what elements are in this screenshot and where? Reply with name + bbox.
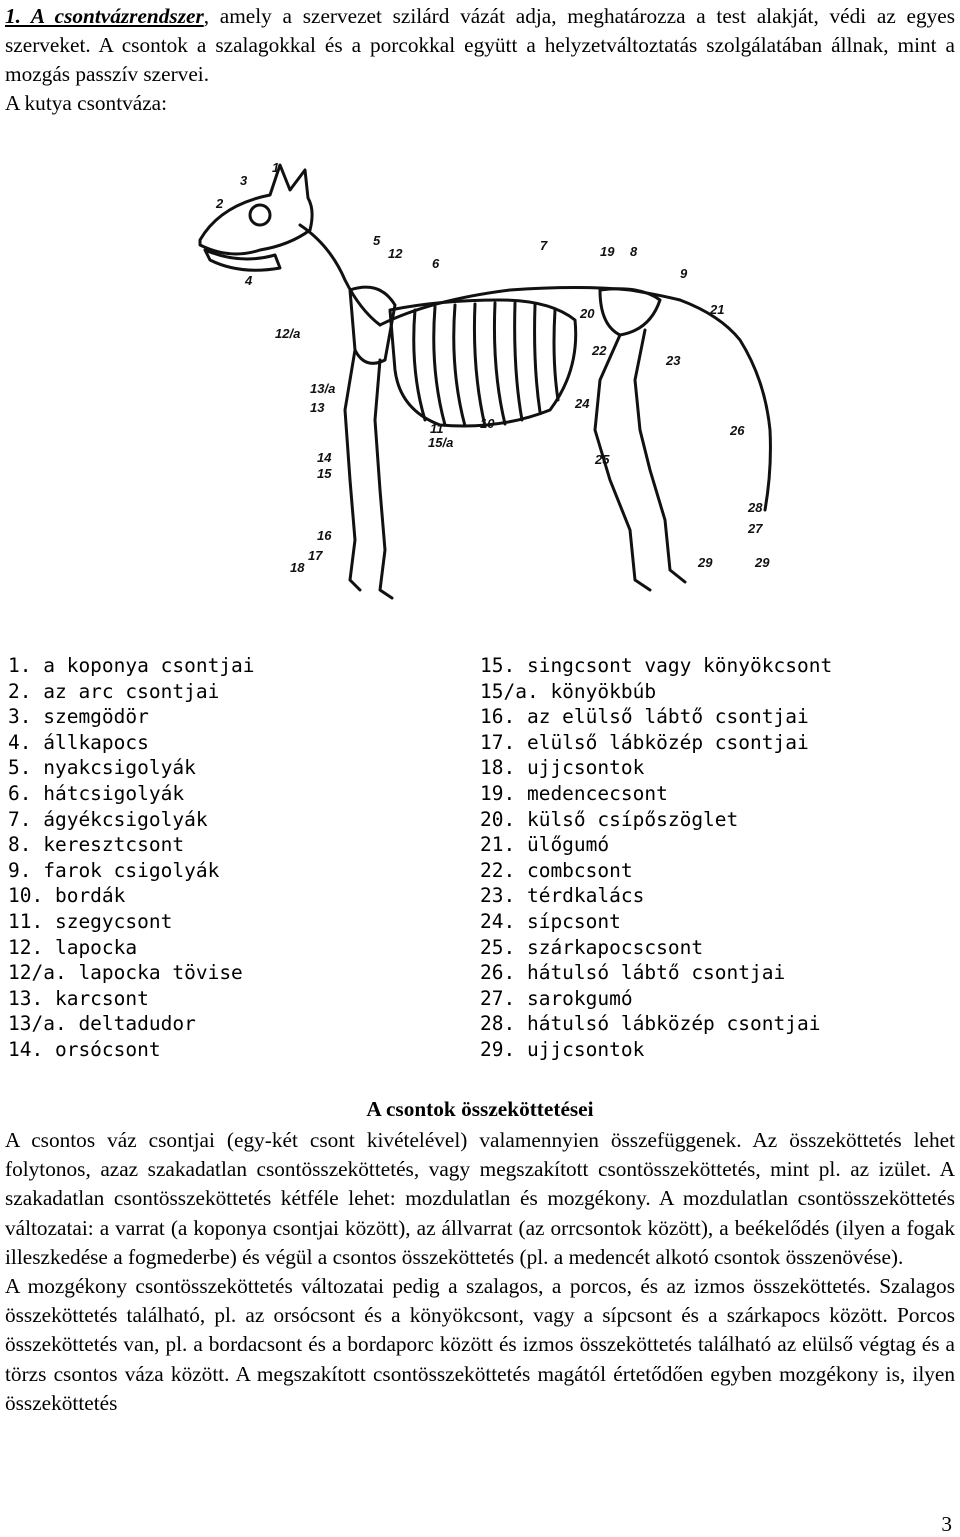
- figure-label: 25: [595, 452, 610, 467]
- figure-label: 2: [216, 196, 224, 211]
- figure-label: 27: [748, 521, 763, 536]
- figure-label: 6: [432, 256, 440, 271]
- figure-label: 19: [600, 244, 615, 259]
- figure-label: 12/a: [275, 326, 301, 341]
- figure-label: 11: [430, 421, 444, 436]
- figure-label: 1: [272, 160, 280, 175]
- figure-label: 12: [388, 246, 403, 261]
- legend-item: 27. sarokgumó: [480, 986, 633, 1010]
- figure-label: 29: [755, 555, 770, 570]
- bone-legend-left: [8, 653, 255, 1063]
- legend-item: 1. a koponya csontjai: [8, 654, 255, 677]
- legend-item: 12. lapocka: [8, 935, 138, 959]
- legend-item: 15/a. könyökbúb: [480, 679, 657, 703]
- legend-item: 19. medencecsont: [480, 781, 668, 805]
- legend-item: 5. nyakcsigolyák: [8, 756, 196, 780]
- legend-item: 8. keresztcsont: [8, 833, 185, 857]
- legend-item: 7. ágyékcsigolyák: [8, 807, 208, 831]
- figure-label: 26: [730, 423, 745, 438]
- body-paragraph: A csontos váz csontjai (egy-két csont kivételével) valamennyien összefüggenek. Az összeköttetés lehet folytonos, azaz szakadatlan csontösszeköttetés, vagy megszakított csontösszeköttetés, mint pl. az izület. A szakadatlan csontösszeköttetés kétféle lehet: mozdulatlan és mozgékony. A mozdulatlan csontösszeköttetés változatai: a varrat (a koponya csontjai között), az állvarrat (az orrcsontok között), a beékelődés (ilyen a fogak illeszkedése a fogmederbe) és végül a csontos összeköttetés (pl. a medencét alkotó csontok összenövése).: [5, 1128, 955, 1269]
- figure-label: 21: [710, 302, 725, 317]
- legend-item: 28. hátulsó lábközép csontjai: [480, 1012, 821, 1036]
- legend-item: 12/a. lapocka tövise: [8, 961, 243, 985]
- figure-label: 3: [240, 173, 248, 188]
- legend-item: 24. sípcsont: [480, 909, 621, 933]
- figure-caption: A kutya csontváza:: [5, 91, 168, 115]
- legend-item: 4. állkapocs: [8, 730, 149, 754]
- legend-item: 13/a. deltadudor: [8, 1012, 196, 1036]
- figure-label: 13/a: [310, 381, 336, 396]
- figure-label: 4: [245, 273, 253, 288]
- figure-label: 18: [290, 560, 305, 575]
- figure-label: 14: [317, 450, 332, 465]
- figure-label: 5: [373, 233, 381, 248]
- intro-text: , amely a szervezet szilárd vázát adja, meghatározza a test alakját, védi az egyes szerveket. A csontok a szalagokkal és a porcokkal együtt a helyzetváltoztatás szolgálatában állnak, mint a mozgás passzív szervei.: [5, 4, 955, 86]
- figure-label: 15: [317, 466, 332, 481]
- figure-label: 13: [310, 400, 325, 415]
- legend-item: 20. külső csípőszöglet: [480, 807, 739, 831]
- figure-label: 28: [748, 500, 763, 515]
- neck-vertebrae: [300, 225, 380, 325]
- figure-label: 15/a: [428, 435, 454, 450]
- legend-item: 21. ülőgumó: [480, 833, 610, 857]
- dog-skeleton-figure: [180, 150, 780, 620]
- tail: [680, 300, 770, 510]
- figure-label: 23: [666, 353, 681, 368]
- legend-item: 23. térdkalács: [480, 884, 645, 908]
- legend-item: 14. orsócsont: [8, 1037, 161, 1061]
- figure-label: 7: [540, 238, 548, 253]
- figure-label: 17: [308, 548, 323, 563]
- legend-item: 2. az arc csontjai: [8, 679, 220, 703]
- legend-item: 22. combcsont: [480, 858, 633, 882]
- legend-item: 16. az elülső lábtő csontjai: [480, 705, 809, 729]
- spine: [380, 288, 680, 326]
- legend-item: 26. hátulsó lábtő csontjai: [480, 961, 786, 985]
- figure-label: 8: [630, 244, 638, 259]
- legend-item: 13. karcsont: [8, 986, 149, 1010]
- intro: [5, 2, 955, 118]
- legend-item: 15. singcsont vagy könyökcsont: [480, 654, 833, 677]
- eye-socket: [250, 205, 270, 225]
- front-leg: [345, 350, 392, 598]
- rib-cage: [390, 300, 576, 426]
- page-number: 3: [941, 1512, 952, 1536]
- legend-item: 6. hátcsigolyák: [8, 781, 185, 805]
- bone-legend-right: [480, 653, 832, 1063]
- body-paragraph: A mozgékony csontösszeköttetés változatai pedig a szalagos, a porcos, és az izmos összeköttetés. Szalagos összeköttetés található, pl. az orsócsont és a könyökcsont, vagy a sípcsont és a szárkapocs között. Porcos összeköttetés van, pl. a bordacsont és a bordaporc között és izmos összeköttetés található az elülső végtag és a törzs csontos váza között. A megszakított csontösszeköttetés magától értetődően egyben mozgékony is, ilyen összeköttetés: [5, 1274, 955, 1415]
- figure-label: 22: [592, 343, 607, 358]
- legend-item: 11. szegycsont: [8, 909, 173, 933]
- figure-label: 9: [680, 266, 688, 281]
- figure-label: 16: [317, 528, 332, 543]
- legend-item: 9. farok csigolyák: [8, 858, 220, 882]
- section-title: A csontok összeköttetései: [366, 1097, 594, 1121]
- chapter-heading: 1. A csontvázrendszer: [5, 4, 204, 28]
- legend-item: 18. ujjcsontok: [480, 756, 645, 780]
- legend-item: 29. ujjcsontok: [480, 1037, 645, 1061]
- legend-item: 10. bordák: [8, 884, 126, 908]
- legend-item: 3. szemgödör: [8, 705, 149, 729]
- figure-label: 24: [575, 396, 590, 411]
- figure-label: 10: [480, 416, 495, 431]
- figure-label: 20: [580, 306, 595, 321]
- pelvis: [600, 289, 660, 335]
- legend-item: 25. szárkapocscsont: [480, 935, 704, 959]
- section-body: [5, 1126, 955, 1418]
- legend-item: 17. elülső lábközép csontjai: [480, 730, 809, 754]
- figure-label: 29: [698, 555, 713, 570]
- intro-paragraph: [5, 2, 955, 89]
